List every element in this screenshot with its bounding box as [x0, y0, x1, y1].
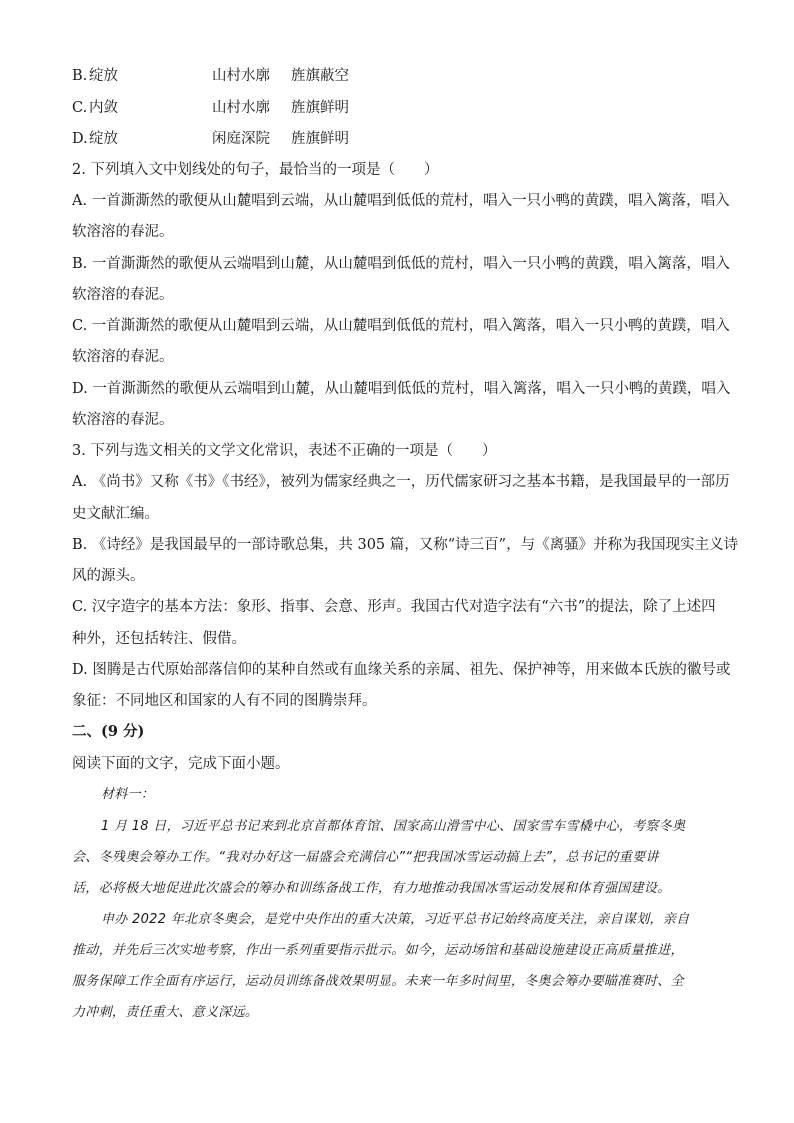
section-heading: 二、(9 分) [72, 723, 145, 740]
option-word-3: 旌旗蔽空 [291, 68, 349, 84]
q2-option-b-line2: 软溶溶的春泥。 [72, 287, 174, 303]
q2-option-b-line1: B. 一首澌澌然的歌便从云端唱到山麓，从山麓唱到低低的荒村，唱入一只小鸭的黄蹼，唱入篱落，唱入 [72, 256, 730, 272]
q2-option-a-line2: 软溶溶的春泥。 [72, 224, 174, 240]
q3-option-b-line1: B. 《诗经》是我国最早的一部诗歌总集，共 305 篇，又称“诗三百”，与《离骚》并称为我国现实主义诗 [72, 537, 739, 553]
option-word-2: 山村水廓 [212, 68, 270, 84]
option-word-1: 绽放 [89, 131, 118, 147]
q3-option-c-line1: C. 汉字造字的基本方法：象形、指事、会意、形声。我国古代对造字法有“六书”的提法，除了上述四 [72, 599, 716, 615]
option-word-1: 绽放 [89, 68, 118, 84]
material-p2-line3: 服务保障工作全面有序运行，运动员训练备战效果明显。未来一年多时间里，冬奥会筹办要瞄准赛时、全 [72, 974, 684, 989]
q2-option-c-line2: 软溶溶的春泥。 [72, 349, 174, 365]
q3-option-d-line2: 象征：不同地区和国家的人有不同的图腾崇拜。 [72, 693, 377, 709]
reading-instruction: 阅读下面的文字，完成下面小题。 [72, 756, 290, 772]
q1-option-d [72, 130, 349, 148]
option-word-3: 旌旗鲜明 [291, 100, 349, 116]
option-word-2: 闲庭深院 [212, 131, 270, 147]
option-letter: B. [72, 68, 88, 84]
q3-option-d-line1: D. 图腾是古代原始部落信仰的某种自然或有血缘关系的亲属、祖先、保护神等，用来做本氏族的徽号或 [72, 662, 731, 678]
option-letter: C. [72, 100, 88, 116]
option-word-1: 内敛 [89, 100, 118, 116]
material-p1-line2: 会、冬残奥会筹办工作。“我对办好这一届盛会充满信心”“把我国冰雪运动搞上去”，总书记的重要讲 [72, 850, 659, 865]
q2-option-d-line2: 软溶溶的春泥。 [72, 412, 174, 428]
q1-option-b [72, 67, 349, 85]
material-p2-line1: 申办 2022 年北京冬奥会，是党中央作出的重大决策，习近平总书记始终高度关注，亲自谋划，亲自 [101, 912, 690, 927]
q3-option-a-line1: A. 《尚书》又称《书》《书经》，被列为儒家经典之一，历代儒家研习之基本书籍，是我国最早的一部历 [72, 474, 730, 490]
q3-stem: 3. 下列与选文相关的文学文化常识，表述不正确的一项是（ ） [72, 443, 497, 459]
q1-option-c [72, 99, 349, 117]
material-p2-line4: 力冲刺，责任重大、意义深远。 [72, 1005, 259, 1020]
q3-option-c-line2: 种外，还包括转注、假借。 [72, 631, 246, 647]
q3-option-a-line2: 史文献汇编。 [72, 506, 159, 522]
q2-option-d-line1: D. 一首澌澌然的歌便从云端唱到山麓，从山麓唱到低低的荒村，唱入篱落，唱入一只小鸭的黄蹼，唱入 [72, 381, 731, 397]
q2-option-a-line1: A. 一首澌澌然的歌便从山麓唱到云端，从山麓唱到低低的荒村，唱入一只小鸭的黄蹼，唱入篱落，唱入 [72, 193, 730, 209]
material-p1-line3: 话，必将极大地促进此次盛会的筹办和训练备战工作，有力地推动我国冰雪运动发展和体育强国建设。 [72, 881, 671, 896]
material-title: 材料一： [101, 787, 155, 802]
material-p1-line1: 1 月 18 日，习近平总书记来到北京首都体育馆、国家高山滑雪中心、国家雪车雪橇中心，考察冬奥 [101, 819, 686, 834]
q2-option-c-line1: C. 一首澌澌然的歌便从山麓唱到云端，从山麓唱到低低的荒村，唱入篱落，唱入一只小鸭的黄蹼，唱入 [72, 318, 730, 334]
option-word-2: 山村水廓 [212, 100, 270, 116]
q2-stem: 2. 下列填入文中划线处的句子，最恰当的一项是（ ） [72, 162, 439, 178]
option-letter: D. [72, 131, 88, 147]
option-word-3: 旌旗鲜明 [291, 131, 349, 147]
material-p2-line2: 推动，并先后三次实地考察，作出一系列重要指示批示。如今，运动场馆和基础设施建设正高质量推进， [72, 943, 684, 958]
q3-option-b-line2: 风的源头。 [72, 568, 145, 584]
